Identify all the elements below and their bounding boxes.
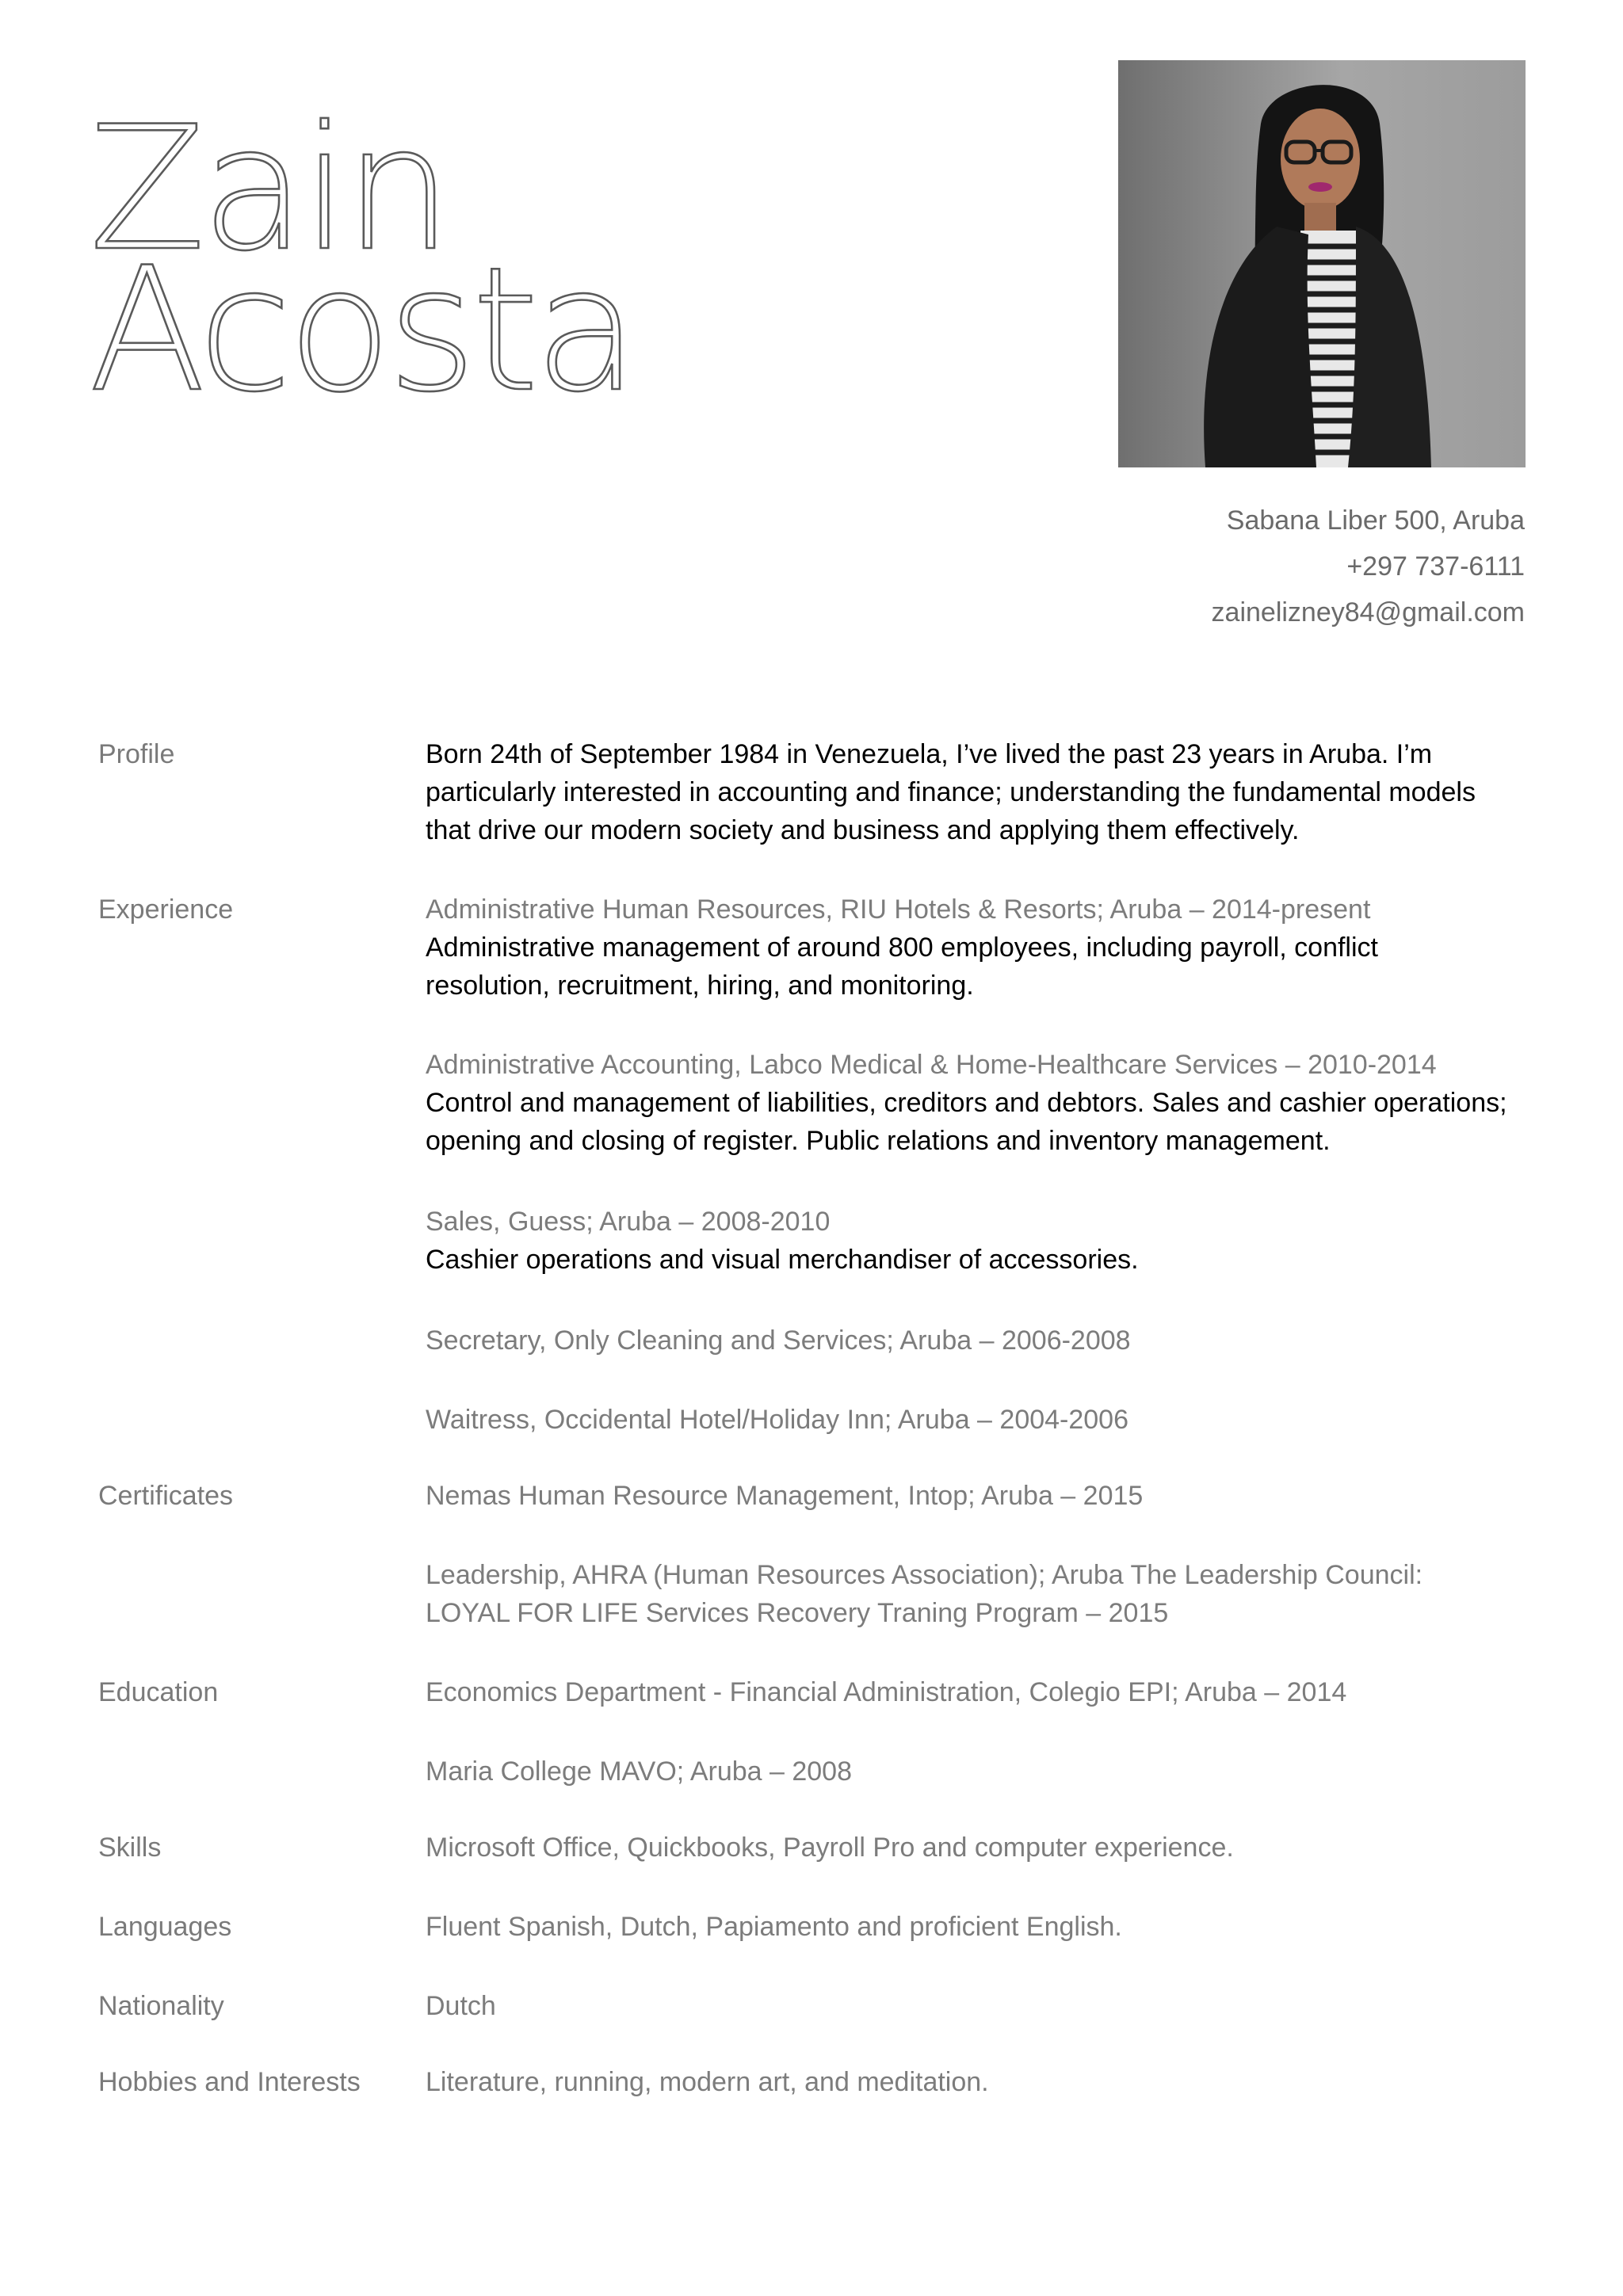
experience-entry [426,1203,1535,1279]
address: Sabana Liber 500, Aruba [1226,505,1525,536]
section-label-experience: Experience [98,894,234,925]
experience-title: Administrative Human Resources, RIU Hotels & Resorts; Aruba – 2014-present [426,894,1371,925]
education-text: Economics Department - Financial Administration, Colegio EPI; Aruba – 2014 [426,1677,1347,1707]
languages-section [426,1908,1535,1946]
experience-entry [426,1322,1535,1360]
profile-text: Born 24th of September 1984 in Venezuela, I’ve lived the past 23 years in Aruba. I’m particularly interested in accounting and finance; understanding the fundamental models that drive our modern society and business and applying them effectively. [426,739,1476,845]
experience-title: Administrative Accounting, Labco Medical & Home-Healthcare Services – 2010-2014 [426,1050,1437,1080]
experience-description: Administrative management of around 800 employees, including payroll, conflict resolution, recruitment, hiring, and monitoring. [426,933,1378,1001]
experience-description: Control and management of liabilities, creditors and debtors. Sales and cashier operations; opening and closing of register. Public relations and inventory management. [426,1088,1507,1156]
education-text: Maria College MAVO; Aruba – 2008 [426,1756,852,1787]
certificate-text: Nemas Human Resource Management, Intop; Aruba – 2015 [426,1481,1144,1511]
experience-title: Secretary, Only Cleaning and Services; Aruba – 2006-2008 [426,1325,1131,1356]
candidate-name [89,90,635,429]
profile-section [426,735,1527,849]
languages-text: Fluent Spanish, Dutch, Papiamento and proficient English. [426,1912,1122,1942]
experience-title: Waitress, Occidental Hotel/Holiday Inn; Aruba – 2004-2006 [426,1405,1129,1435]
hobbies-section [426,2063,1535,2101]
education-entry [426,1673,1535,1711]
first-name: Zain [89,90,449,288]
last-name: Acosta [89,231,635,429]
experience-entry [426,1046,1527,1160]
experience-title: Sales, Guess; Aruba – 2008-2010 [426,1207,831,1237]
nationality-text: Dutch [426,1991,496,2021]
certificate-entry [426,1556,1487,1632]
section-label-skills: Skills [98,1833,162,1863]
section-label-hobbies: Hobbies and Interests [98,2067,361,2097]
email: zainelizney84@gmail.com [1211,597,1525,627]
education-entry [426,1753,1535,1791]
certificate-text: Leadership, AHRA (Human Resources Association); Aruba The Leadership Council: LOYAL FOR LIFE Services Recovery Traning Program – 2015 [426,1560,1423,1628]
certificate-entry [426,1477,1535,1515]
section-label-profile: Profile [98,739,175,769]
skills-text: Microsoft Office, Quickbooks, Payroll Pro and computer experience. [426,1833,1234,1863]
contact-info [1212,498,1525,635]
nationality-section [426,1987,1535,2025]
experience-entry [426,891,1424,1005]
hobbies-text: Literature, running, modern art, and meditation. [426,2067,989,2097]
section-label-certificates: Certificates [98,1481,234,1511]
experience-entry [426,1401,1535,1439]
phone: +297 737-6111 [1346,551,1525,582]
section-label-nationality: Nationality [98,1991,224,2021]
skills-section [426,1829,1535,1867]
section-label-languages: Languages [98,1912,232,1942]
section-label-education: Education [98,1677,219,1707]
profile-photo [1118,60,1526,467]
experience-description: Cashier operations and visual merchandiser of accessories. [426,1245,1139,1275]
